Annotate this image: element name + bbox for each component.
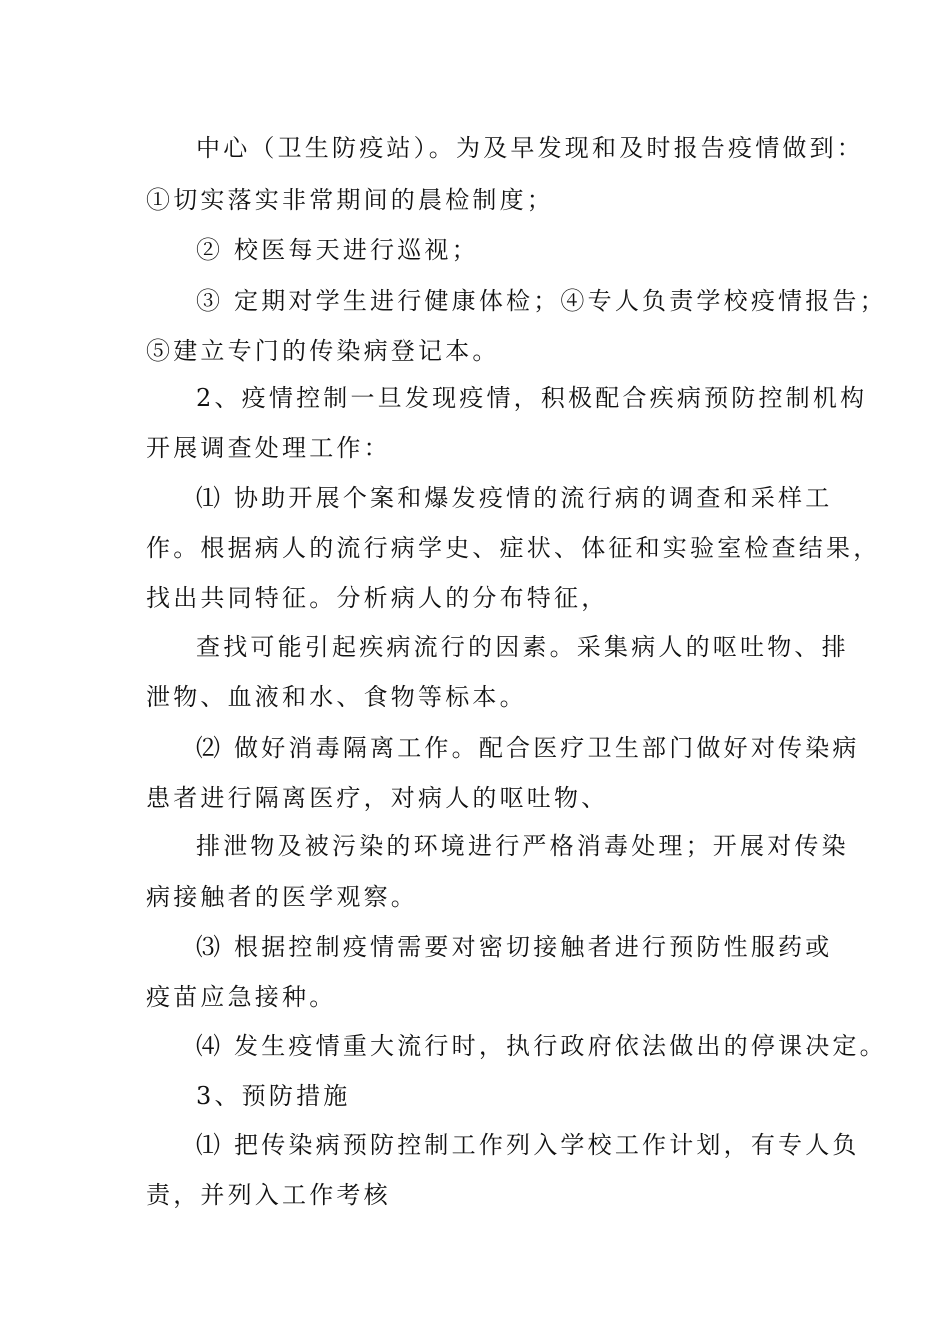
paragraph-line: 查找可能引起疾病流行的因素。采集病人的呕吐物、排 bbox=[196, 633, 849, 661]
paragraph-line: ⑷ 发生疫情重大流行时，执行政府依法做出的停课决定。 bbox=[196, 1032, 887, 1060]
paragraph-line: 开展调查处理工作： bbox=[146, 434, 391, 462]
paragraph-line: 病接触者的医学观察。 bbox=[146, 883, 418, 911]
paragraph-line: 3、预防措施 bbox=[196, 1082, 351, 1110]
paragraph-line: ⑶ 根据控制疫情需要对密切接触者进行预防性服药或 bbox=[196, 933, 833, 961]
paragraph-line: 作。根据病人的流行病学史、症状、体征和实验室检查结果， bbox=[146, 534, 881, 562]
paragraph-line: 中心（卫生防疫站）。为及早发现和及时报告疫情做到： bbox=[196, 134, 864, 162]
paragraph-line: 2、疫情控制一旦发现疫情，积极配合疾病预防控制机构 bbox=[196, 384, 868, 412]
paragraph-line: 找出共同特征。分析病人的分布特征， bbox=[146, 584, 609, 612]
paragraph-line: 泄物、血液和水、食物等标本。 bbox=[146, 683, 527, 711]
paragraph-line: ⑵ 做好消毒隔离工作。配合医疗卫生部门做好对传染病 bbox=[196, 734, 860, 762]
paragraph-line: 疫苗应急接种。 bbox=[146, 983, 337, 1011]
paragraph-line: ⑴ 把传染病预防控制工作列入学校工作计划，有专人负 bbox=[196, 1131, 860, 1159]
paragraph-line: 排泄物及被污染的环境进行严格消毒处理；开展对传染 bbox=[196, 832, 849, 860]
paragraph-line: ①切实落实非常期间的晨检制度； bbox=[146, 186, 554, 214]
paragraph-line: ⑴ 协助开展个案和爆发疫情的流行病的调查和采样工 bbox=[196, 484, 833, 512]
paragraph-line: 责，并列入工作考核 bbox=[146, 1181, 391, 1209]
paragraph-line: ⑤建立专门的传染病登记本。 bbox=[146, 337, 500, 365]
paragraph-line: 患者进行隔离医疗，对病人的呕吐物、 bbox=[146, 784, 609, 812]
paragraph-line: ② 校医每天进行巡视； bbox=[196, 236, 479, 264]
paragraph-line: ③ 定期对学生进行健康体检；④专人负责学校疫情报告； bbox=[196, 287, 887, 315]
